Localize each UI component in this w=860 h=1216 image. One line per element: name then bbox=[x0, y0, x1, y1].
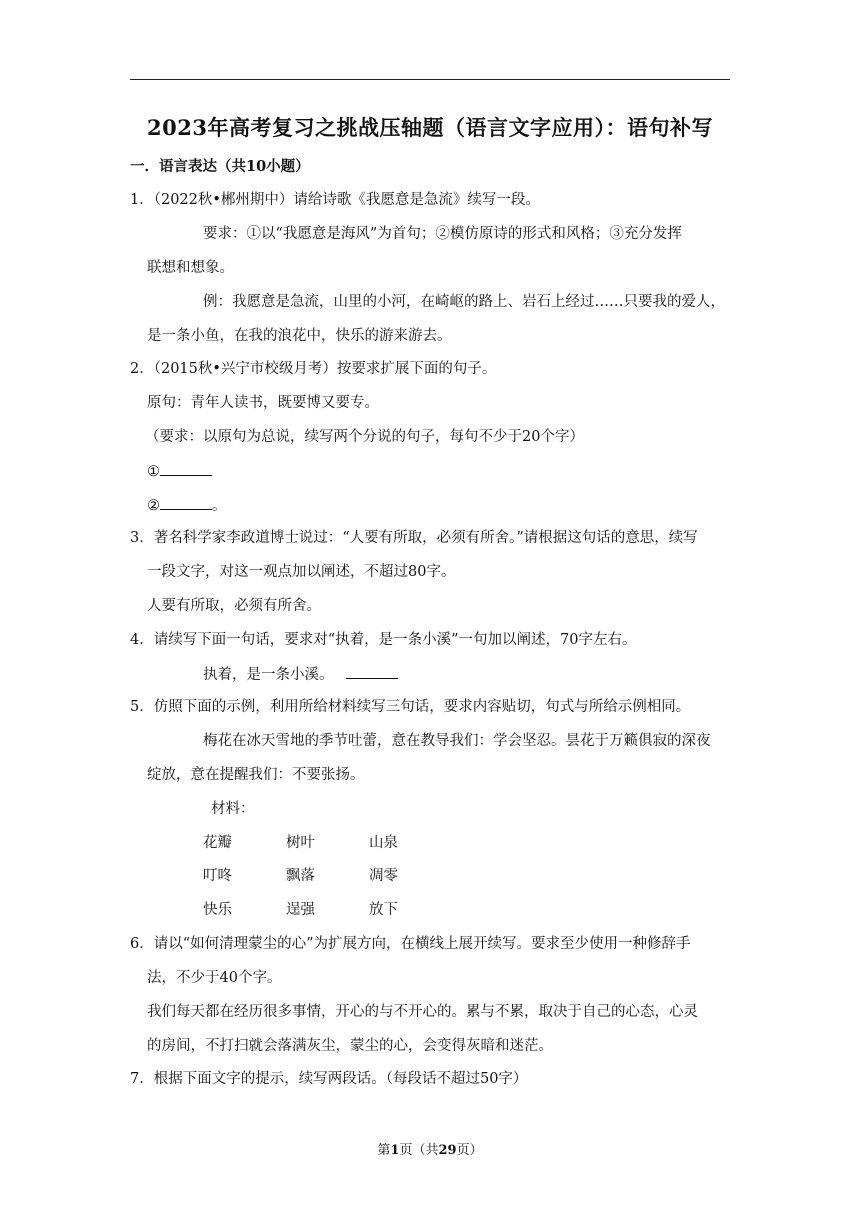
q3-line3: 人要有所取，必须有所舍。 bbox=[147, 598, 321, 614]
q3-line1: 3．著名科学家李政道博士说过：“人要有所取，必须有所舍。”请根据这句话的意思，续写 bbox=[130, 530, 698, 546]
answer-blank[interactable] bbox=[160, 495, 212, 510]
section-heading: 一．语言表达（共10小题） bbox=[130, 158, 310, 175]
q2-answer-2-number: ② bbox=[147, 498, 160, 514]
q1-heading: 1．（2022秋•郴州期中）请给诗歌《我愿意是急流》续写一段。 bbox=[130, 192, 540, 208]
material-cell: 山泉 bbox=[369, 835, 398, 851]
q2-answer-2-period: 。 bbox=[212, 498, 227, 514]
footer-middle: 页（共 bbox=[399, 1143, 439, 1158]
material-cell: 花瓣 bbox=[203, 835, 232, 851]
material-cell: 放下 bbox=[369, 902, 398, 918]
footer-total-pages: 29 bbox=[438, 1143, 457, 1158]
page-footer bbox=[0, 1139, 860, 1158]
q4-prompt: 执着，是一条小溪。 bbox=[203, 667, 334, 683]
q1-requirement-line2: 联想和想象。 bbox=[147, 260, 234, 276]
material-cell: 飘落 bbox=[286, 868, 315, 884]
q1-example-line2: 是一条小鱼，在我的浪花中，快乐的游来游去。 bbox=[147, 328, 452, 344]
q7-line1: 7．根据下面文字的提示，续写两段话。（每段话不超过50字） bbox=[130, 1071, 528, 1087]
q2-answer-2 bbox=[147, 495, 227, 516]
answer-blank[interactable] bbox=[160, 461, 212, 476]
q2-requirement: （要求：以原句为总说，续写两个分说的句子，每句不少于20个字） bbox=[145, 429, 584, 445]
q6-line1: 6．请以“如何清理蒙尘的心”为扩展方向，在横线上展开续写。要求至少使用一种修辞手 bbox=[130, 936, 691, 952]
q6-line4: 的房间，不打扫就会落满灰尘，蒙尘的心，会变得灰暗和迷茫。 bbox=[147, 1038, 553, 1054]
answer-blank[interactable] bbox=[346, 664, 398, 679]
q4-line1: 4．请续写下面一句话，要求对“执着，是一条小溪”一句加以阐述，70字左右。 bbox=[130, 632, 637, 648]
page-title: 2023年高考复习之挑战压轴题（语言文字应用）：语句补写 bbox=[147, 115, 713, 140]
q4-line2 bbox=[203, 664, 398, 685]
footer-suffix: 页） bbox=[456, 1143, 483, 1158]
q5-line1: 5．仿照下面的示例，利用所给材料续写三句话，要求内容贴切，句式与所给示例相同。 bbox=[130, 699, 691, 715]
footer-prefix: 第 bbox=[377, 1143, 391, 1158]
q3-line2: 一段文字，对这一观点加以阐述，不超过80字。 bbox=[147, 564, 456, 580]
material-cell: 逞强 bbox=[286, 902, 315, 918]
footer-page-number: 1 bbox=[390, 1143, 400, 1158]
q5-example-line2: 绽放，意在提醒我们：不要张扬。 bbox=[147, 767, 365, 783]
q1-requirement-line1: 要求：①以“我愿意是海风”为首句；②模仿原诗的形式和风格；③充分发挥 bbox=[203, 226, 682, 242]
q2-heading: 2．（2015秋•兴宁市校级月考）按要求扩展下面的句子。 bbox=[130, 361, 497, 377]
q2-answer-1 bbox=[147, 461, 212, 482]
material-cell: 叮咚 bbox=[203, 868, 232, 884]
q5-example-line1: 梅花在冰天雪地的季节吐蕾，意在教导我们：学会坚忍。昙花于万籁俱寂的深夜 bbox=[203, 733, 711, 749]
material-cell: 树叶 bbox=[286, 835, 315, 851]
q2-answer-1-number: ① bbox=[147, 464, 160, 480]
q2-original-sentence: 原句：青年人读书，既要博又要专。 bbox=[147, 395, 379, 411]
material-cell: 凋零 bbox=[369, 868, 398, 884]
header-rule bbox=[130, 79, 730, 80]
q1-example-line1: 例：我愿意是急流，山里的小河，在崎岖的路上、岩石上经过……只要我的爱人， bbox=[203, 294, 725, 310]
q5-material-label: 材料： bbox=[211, 801, 255, 817]
q6-line2: 法，不少于40个字。 bbox=[147, 970, 282, 986]
q6-line3: 我们每天都在经历很多事情，开心的与不开心的。累与不累，取决于自己的心态，心灵 bbox=[147, 1004, 698, 1020]
material-cell: 快乐 bbox=[203, 902, 232, 918]
